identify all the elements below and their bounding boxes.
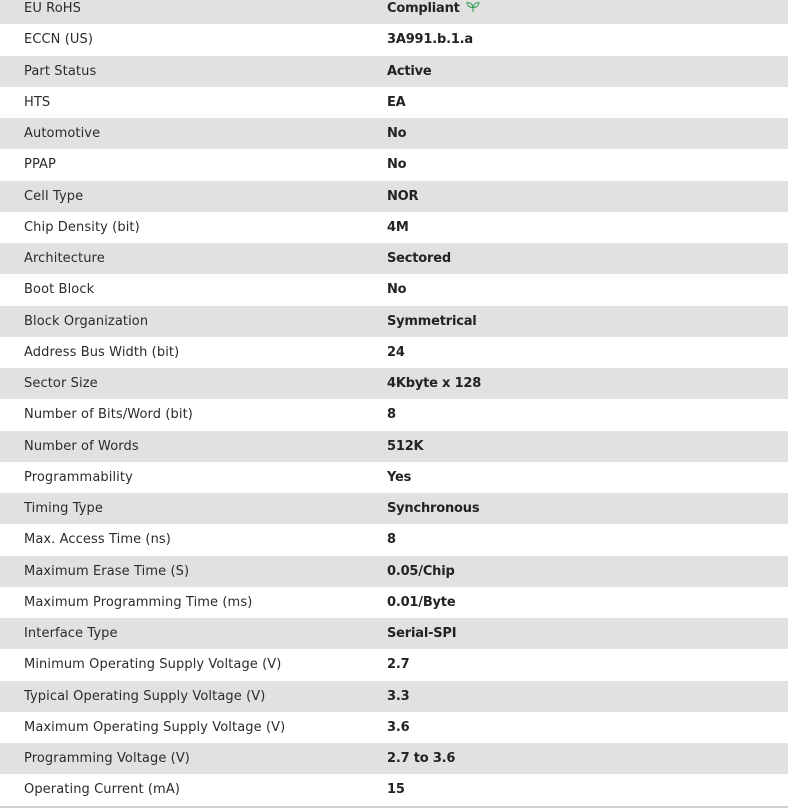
spec-row-timing-type xyxy=(0,493,788,524)
spec-row-address-bus-width xyxy=(0,337,788,368)
spec-value: 2.7 xyxy=(387,657,410,673)
spec-label: Chip Density (bit) xyxy=(24,219,140,235)
spec-value: NOR xyxy=(387,188,419,204)
spec-row-operating-current xyxy=(0,774,788,805)
spec-value: 3A991.b.1.a xyxy=(387,32,473,48)
spec-value: Synchronous xyxy=(387,501,480,517)
spec-row-ppap xyxy=(0,149,788,180)
spec-label: HTS xyxy=(24,94,51,110)
spec-label: Maximum Erase Time (S) xyxy=(24,563,190,579)
spec-value: 512K xyxy=(387,438,424,454)
spec-label: Number of Words xyxy=(24,438,139,454)
spec-value: 24 xyxy=(387,344,405,360)
spec-row-max-access-time xyxy=(0,524,788,555)
spec-row-min-supply-voltage xyxy=(0,649,788,680)
spec-label: Interface Type xyxy=(24,626,118,642)
spec-row-bits-per-word xyxy=(0,399,788,430)
spec-row-interface-type xyxy=(0,618,788,649)
spec-label: Timing Type xyxy=(24,501,104,517)
spec-row-number-of-words xyxy=(0,431,788,462)
spec-row-boot-block xyxy=(0,274,788,305)
spec-row-part-status xyxy=(0,56,788,87)
spec-label: Automotive xyxy=(24,126,101,142)
spec-row-programming-voltage xyxy=(0,743,788,774)
spec-value: No xyxy=(387,157,407,173)
spec-row-max-programming-time xyxy=(0,587,788,618)
spec-row-typ-supply-voltage xyxy=(0,681,788,712)
spec-label: Max. Access Time (ns) xyxy=(24,532,171,548)
spec-value: 0.01/Byte xyxy=(387,594,456,610)
spec-row-chip-density xyxy=(0,212,788,243)
spec-value: 2.7 to 3.6 xyxy=(387,751,456,767)
spec-row-block-organization xyxy=(0,306,788,337)
spec-value: 8 xyxy=(387,407,396,423)
spec-label: Operating Current (mA) xyxy=(24,782,180,798)
spec-label: Number of Bits/Word (bit) xyxy=(24,407,193,423)
spec-label: Programming Voltage (V) xyxy=(24,751,190,767)
spec-row-eu-rohs xyxy=(0,0,788,24)
spec-label: Block Organization xyxy=(24,313,149,329)
spec-value: 0.05/Chip xyxy=(387,563,455,579)
spec-value: EA xyxy=(387,94,406,110)
spec-row-architecture xyxy=(0,243,788,274)
spec-row-cell-type xyxy=(0,181,788,212)
spec-value: 4M xyxy=(387,219,409,235)
spec-label: Cell Type xyxy=(24,188,84,204)
spec-value: Active xyxy=(387,63,432,79)
spec-value: Sectored xyxy=(387,251,451,267)
spec-row-automotive xyxy=(0,118,788,149)
spec-label: PPAP xyxy=(24,157,56,173)
spec-value: 8 xyxy=(387,532,396,548)
spec-value: 15 xyxy=(387,782,405,798)
spec-value: Compliant xyxy=(387,1,460,17)
spec-label: EU RoHS xyxy=(24,1,81,17)
spec-row-sector-size xyxy=(0,368,788,399)
spec-label: Boot Block xyxy=(24,282,95,298)
spec-label: Maximum Operating Supply Voltage (V) xyxy=(24,719,286,735)
spec-label: Sector Size xyxy=(24,376,98,392)
spec-row-eccn xyxy=(0,24,788,55)
spec-label: Programmability xyxy=(24,469,133,485)
spec-value: No xyxy=(387,282,407,298)
spec-value-cell xyxy=(387,0,788,24)
spec-label: ECCN (US) xyxy=(24,32,94,48)
leaf-icon xyxy=(466,1,480,13)
spec-label: Architecture xyxy=(24,251,105,267)
spec-value: Yes xyxy=(387,469,412,485)
spec-value: Symmetrical xyxy=(387,313,477,329)
spec-row-max-erase-time xyxy=(0,556,788,587)
spec-row-hts xyxy=(0,87,788,118)
spec-value: 3.3 xyxy=(387,688,410,704)
spec-value: 3.6 xyxy=(387,719,410,735)
spec-row-max-supply-voltage xyxy=(0,712,788,743)
spec-row-programmability xyxy=(0,462,788,493)
spec-value: No xyxy=(387,126,407,142)
spec-value: Serial-SPI xyxy=(387,626,457,642)
spec-label: Address Bus Width (bit) xyxy=(24,344,180,360)
spec-label: Minimum Operating Supply Voltage (V) xyxy=(24,657,282,673)
spec-label: Maximum Programming Time (ms) xyxy=(24,594,253,610)
spec-label: Part Status xyxy=(24,63,97,79)
spec-label: Typical Operating Supply Voltage (V) xyxy=(24,688,266,704)
spec-value: 4Kbyte x 128 xyxy=(387,376,482,392)
